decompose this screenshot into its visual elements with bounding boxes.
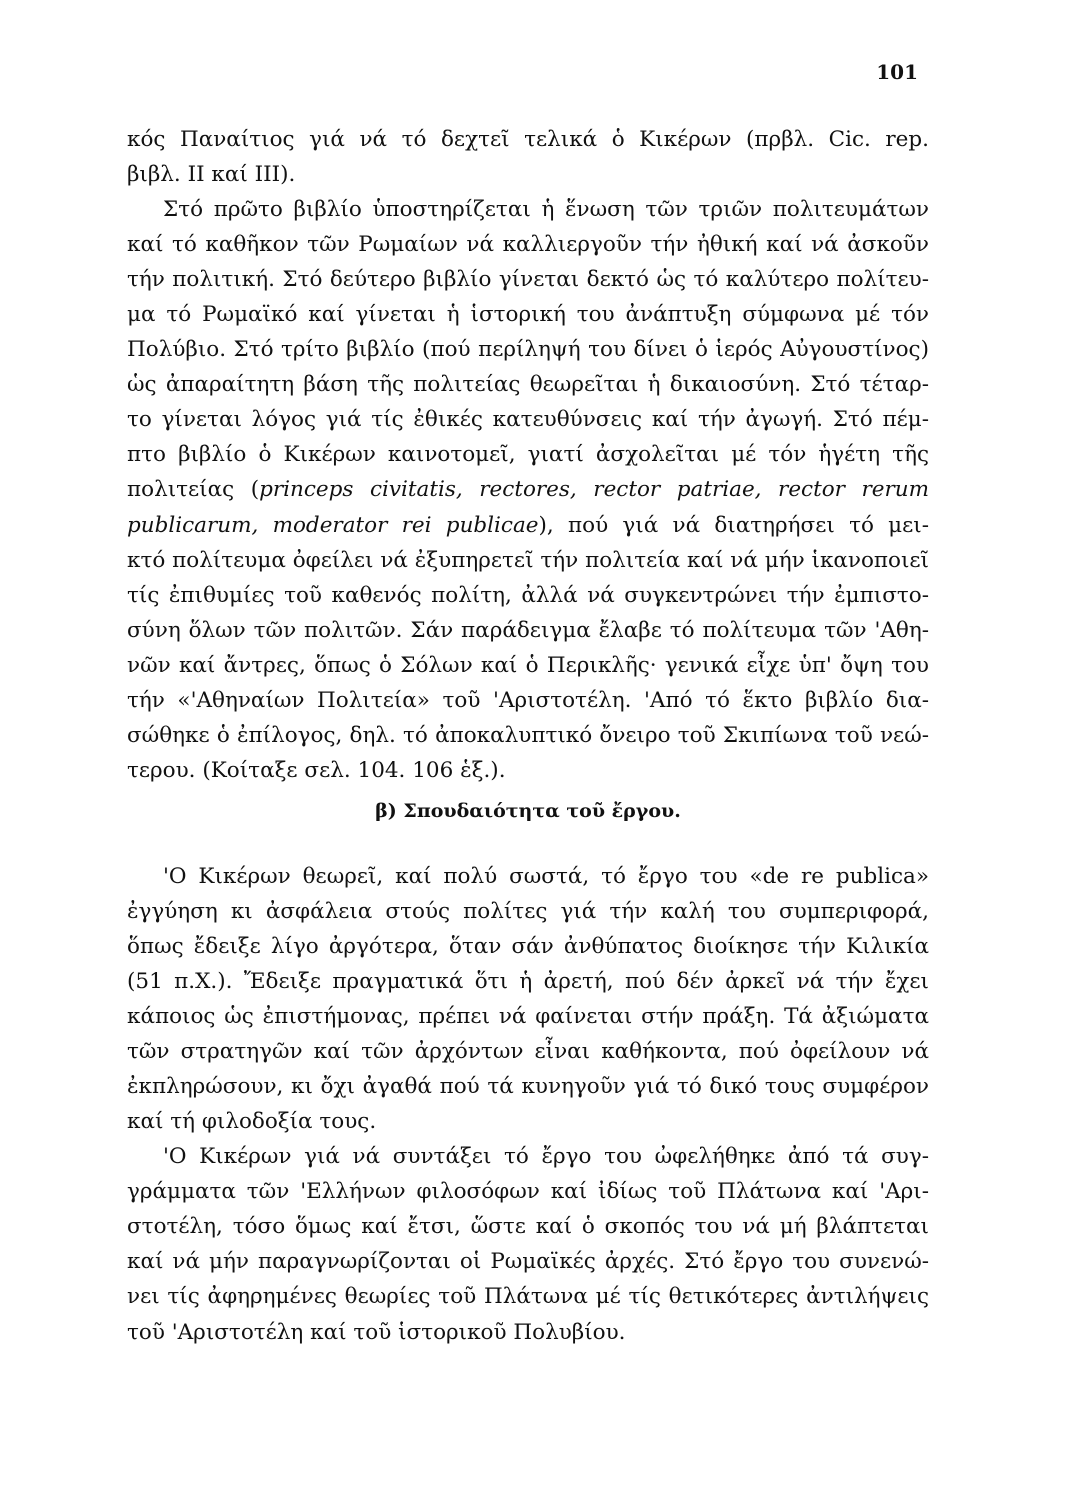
- text-line: μα τό Ρωμαϊκό καί γίνεται ἡ ἱστορική του ἀνάπτυξη σύμφωνα μέ τόν: [127, 302, 929, 328]
- text-line: γράμματα τῶν 'Ελλήνων φιλοσόφων καί ἰδίως τοῦ Πλάτωνα καί 'Αρι-: [127, 1179, 929, 1205]
- text-line: τίς ἐπιθυμίες τοῦ καθενός πολίτη, ἀλλά νά συγκεντρώνει τήν ἐμπιστο-: [127, 582, 929, 608]
- text-line: καί τό καθῆκον τῶν Ρωμαίων νά καλλιεργοῦν τήν ἠθική καί νά ἀσκοῦν: [127, 232, 929, 258]
- text-line: σύνη ὅλων τῶν πολιτῶν. Σάν παράδειγμα ἔλαβε τό πολίτευμα τῶν 'Αθη-: [127, 617, 929, 643]
- text-line: τερου. (Κοίταξε σελ. 104. 106 ἑξ.).: [127, 757, 506, 783]
- section-heading: β) Σπουδαιότητα τοῦ ἔργου.: [375, 799, 681, 822]
- text-line: (51 π.Χ.). Ἔδειξε πραγματικά ὅτι ἡ ἀρετή, πού δέν ἀρκεῖ νά τήν ἔχει: [127, 969, 929, 995]
- text-line: τοῦ 'Αριστοτέλη καί τοῦ ἱστορικοῦ Πολυβίου.: [127, 1319, 626, 1345]
- text-line: ὅπως ἔδειξε λίγο ἀργότερα, ὅταν σάν ἀνθύπατος διοίκησε τήν Κιλικία: [127, 933, 929, 959]
- text-line: νει τίς ἀφηρημένες θεωρίες τοῦ Πλάτωνα μέ τίς θετικότερες ἀντιλήψεις: [127, 1284, 929, 1310]
- text-line: τήν «'Αθηναίων Πολιτεία» τοῦ 'Αριστοτέλη. 'Από τό ἕκτο βιβλίο δια-: [127, 687, 929, 713]
- text-line: τήν πολιτική. Στό δεύτερο βιβλίο γίνεται δεκτό ὡς τό καλύτερο πολίτευ-: [127, 267, 929, 293]
- text-line: Πολύβιο. Στό τρίτο βιβλίο (πού περίληψή του δίνει ὁ ἱερός Αὐγουστίνος): [127, 337, 929, 363]
- text-line: το γίνεται λόγος γιά τίς ἐθικές κατευθύνσεις καί τήν ἀγωγή. Στό πέμ-: [127, 407, 929, 433]
- latin-italic-segment: publicarum, moderator rei publicae: [127, 512, 539, 538]
- text-line: στοτέλη, τόσο ὅμως καί ἔτσι, ὥστε καί ὁ σκοπός του νά μή βλάπτεται: [127, 1214, 929, 1240]
- text-line-latin: [127, 508, 929, 543]
- text-segment: ), πού γιά νά διατηρήσει τό μει-: [538, 512, 929, 538]
- text-line: νῶν καί ἄντρες, ὅπως ὁ Σόλων καί ὁ Περικλῆς· γενικά εἶχε ὑπ' ὄψη του: [127, 652, 929, 678]
- latin-italic-segment: princeps civitatis, rectores, rector patriae, rector rerum: [259, 477, 929, 503]
- text-line: πτο βιβλίο ὁ Κικέρων καινοτομεῖ, γιατί ἀσχολεῖται μέ τόν ἡγέτη τῆς: [127, 442, 929, 468]
- text-line: 'Ο Κικέρων γιά νά συντάξει τό ἔργο του ὠφελήθηκε ἀπό τά συγ-: [163, 1144, 929, 1170]
- text-line: σώθηκε ὁ ἐπίλογος, δηλ. τό ἀποκαλυπτικό ὄνειρο τοῦ Σκιπίωνα τοῦ νεώ-: [127, 722, 929, 748]
- text-line: ἐγγύηση κι ἀσφάλεια στούς πολίτες γιά τήν καλή του συμπεριφορά,: [127, 898, 929, 924]
- text-line: κτό πολίτευμα ὀφείλει νά ἐξυπηρετεῖ τήν πολιτεία καί νά μήν ἱκανοποιεῖ: [127, 547, 929, 573]
- text-line: Στό πρῶτο βιβλίο ὑποστηρίζεται ἡ ἕνωση τῶν τριῶν πολιτευμάτων: [163, 197, 929, 223]
- text-line-latin: [127, 472, 929, 507]
- text-line: κός Παναίτιος γιά νά τό δεχτεῖ τελικά ὁ Κικέρων (πρβλ. Cic. rep.: [127, 127, 929, 152]
- page-number: 101: [876, 60, 918, 84]
- text-segment: πολιτείας (: [127, 477, 260, 503]
- text-line: βιβλ. II καί III).: [127, 162, 296, 188]
- text-line: καί τή φιλοδοξία τους.: [127, 1109, 377, 1135]
- body-text: [127, 122, 929, 1350]
- text-line: κάποιος ὡς ἐπιστήμονας, πρέπει νά φαίνεται στήν πράξη. Τά ἀξιώματα: [127, 1004, 929, 1030]
- text-line: τῶν στρατηγῶν καί τῶν ἀρχόντων εἶναι καθήκοντα, πού ὀφείλουν νά: [127, 1039, 929, 1065]
- text-line: καί νά μήν παραγνωρίζονται οἱ Ρωμαϊκές ἀρχές. Στό ἔργο του συνενώ-: [127, 1249, 929, 1275]
- text-line: ἐκπληρώσουν, κι ὄχι ἀγαθά πού τά κυνηγοῦν γιά τό δικό τους συμφέρον: [127, 1074, 929, 1100]
- text-line: 'Ο Κικέρων θεωρεῖ, καί πολύ σωστά, τό ἔργο του «de re publica»: [163, 863, 929, 889]
- text-line: ὡς ἀπαραίτητη βάση τῆς πολιτείας θεωρεῖται ἡ δικαιοσύνη. Στό τέταρ-: [127, 372, 929, 398]
